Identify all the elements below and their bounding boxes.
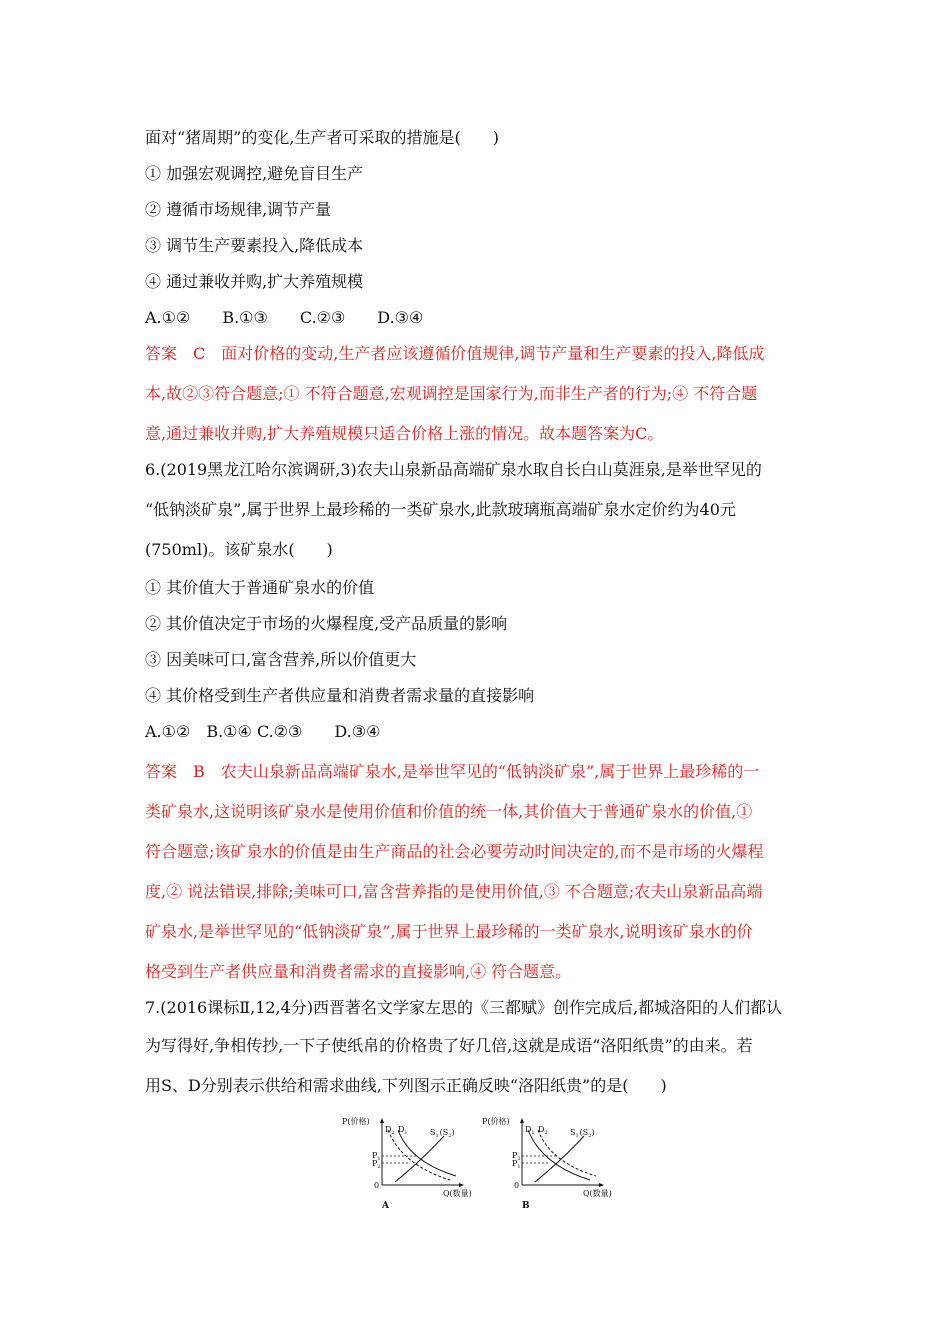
x-axis-label: Q(数量) <box>583 1189 612 1198</box>
figure-b-label: B <box>522 1201 530 1211</box>
demand-curve-d1 <box>528 1130 590 1180</box>
text-line: ② 遵循市场规律,调节产量 <box>145 200 332 219</box>
text-line: ④ 其价格受到生产者供应量和消费者需求量的直接影响 <box>145 686 535 705</box>
s-label: $S_1(S_2)$ <box>570 1128 595 1139</box>
demand-curve-d2 <box>388 1130 450 1180</box>
answer-line: 符合题意;该矿泉水的价值是由生产商品的社会必要劳动时间决定的,而不是市场的火爆程 <box>145 842 764 861</box>
answer-line: 本,故②③符合题意;① 不符合题意,宏观调控是国家行为,而非生产者的行为;④ 不符合题 <box>145 384 758 403</box>
text-line: “低钠淡矿泉”,属于世界上最珍稀的一类矿泉水,此款玻璃瓶高端矿泉水定价约为40元 <box>145 500 736 519</box>
answer-line: 格受到生产者供应量和消费者需求的直接影响,④ 符合题意。 <box>145 962 572 981</box>
text-line: ① 其价值大于普通矿泉水的价值 <box>145 578 375 597</box>
supply-curve-s1 <box>395 1136 444 1182</box>
text-line: ③ 因美味可口,富含营养,所以价值更大 <box>145 650 417 669</box>
d1-label: $D_1$ <box>398 1125 408 1136</box>
y-axis-label: P(价格) <box>342 1117 370 1126</box>
text-line: 7.(2016课标Ⅱ,12,4分)西晋著名文学家左思的《三都赋》创作完成后,都城洛阳的人们都认 <box>145 998 783 1017</box>
text-line: A.①② B.①④ C.②③ D.③④ <box>145 722 381 741</box>
figure-b <box>482 1116 612 1211</box>
x-axis-label: Q(数量) <box>443 1189 472 1198</box>
s-label: $S_1(S_2)$ <box>430 1128 455 1139</box>
text-line: 6.(2019黑龙江哈尔滨调研,3)农夫山泉新品高端矿泉水取自长白山莫涯泉,是举世罕见的 <box>145 460 762 479</box>
y-axis-arrow <box>520 1118 524 1123</box>
p2-label: $P_2$ <box>512 1151 521 1162</box>
d2-label: $D_2$ <box>385 1125 395 1136</box>
answer-line: 类矿泉水,这说明该矿泉水是使用价值和价值的统一体,其价值大于普通矿泉水的价值,① <box>145 802 753 821</box>
text-line: 用S、D分别表示供给和需求曲线,下列图示正确反映“洛阳纸贵”的是( ) <box>145 1076 667 1095</box>
answer-line: 答案 B 农夫山泉新品高端矿泉水,是举世罕见的“低钠淡矿泉”,属于世界上最珍稀的一 <box>145 762 760 781</box>
answer-line: 答案 C 面对价格的变动,生产者应该遵循价值规律,调节产量和生产要素的投入,降低成 <box>145 344 765 363</box>
x-axis-arrow <box>599 1183 604 1187</box>
text-line: ③ 调节生产要素投入,降低成本 <box>145 236 364 255</box>
d1-label: $D_1$ <box>525 1125 535 1136</box>
text-line: ① 加强宏观调控,避免盲目生产 <box>145 164 364 183</box>
text-line: ② 其价值决定于市场的火爆程度,受产品质量的影响 <box>145 614 508 633</box>
figure-a-label: A <box>382 1201 389 1211</box>
origin-label: 0 <box>514 1181 520 1190</box>
origin-label: 0 <box>374 1181 380 1190</box>
figures-area <box>340 1110 620 1220</box>
x-axis-arrow <box>459 1183 464 1187</box>
answer-line: 矿泉水,是举世罕见的“低钠淡矿泉”,属于世界上最珍稀的一类矿泉水,说明该矿泉水的价 <box>145 922 753 941</box>
d2-label: $D_2$ <box>538 1125 548 1136</box>
text-line: A.①② B.①③ C.②③ D.③④ <box>145 308 424 327</box>
p1-label: $P_1$ <box>372 1151 381 1162</box>
supply-demand-figures <box>340 1110 620 1220</box>
text-line: 面对“猪周期”的变化,生产者可采取的措施是( ) <box>145 128 499 147</box>
text-line: (750ml)。该矿泉水( ) <box>145 540 333 559</box>
answer-line: 意,通过兼收并购,扩大养殖规模只适合价格上涨的情况。故本题答案为C。 <box>145 424 664 443</box>
answer-line: 度,② 说法错误,排除;美味可口,富含营养指的是使用价值,③ 不合题意;农夫山泉新品高端 <box>145 882 763 901</box>
figure-a <box>342 1116 472 1211</box>
p2-label: $P_2$ <box>372 1159 381 1170</box>
text-line: ④ 通过兼收并购,扩大养殖规模 <box>145 272 364 291</box>
p1-label: $P_1$ <box>512 1159 521 1170</box>
y-axis-label: P(价格) <box>482 1117 510 1126</box>
text-line: 为写得好,争相传抄,一下子使纸帛的价格贵了好几倍,这就是成语“洛阳纸贵”的由来。若 <box>145 1036 753 1055</box>
y-axis-arrow <box>380 1118 384 1123</box>
